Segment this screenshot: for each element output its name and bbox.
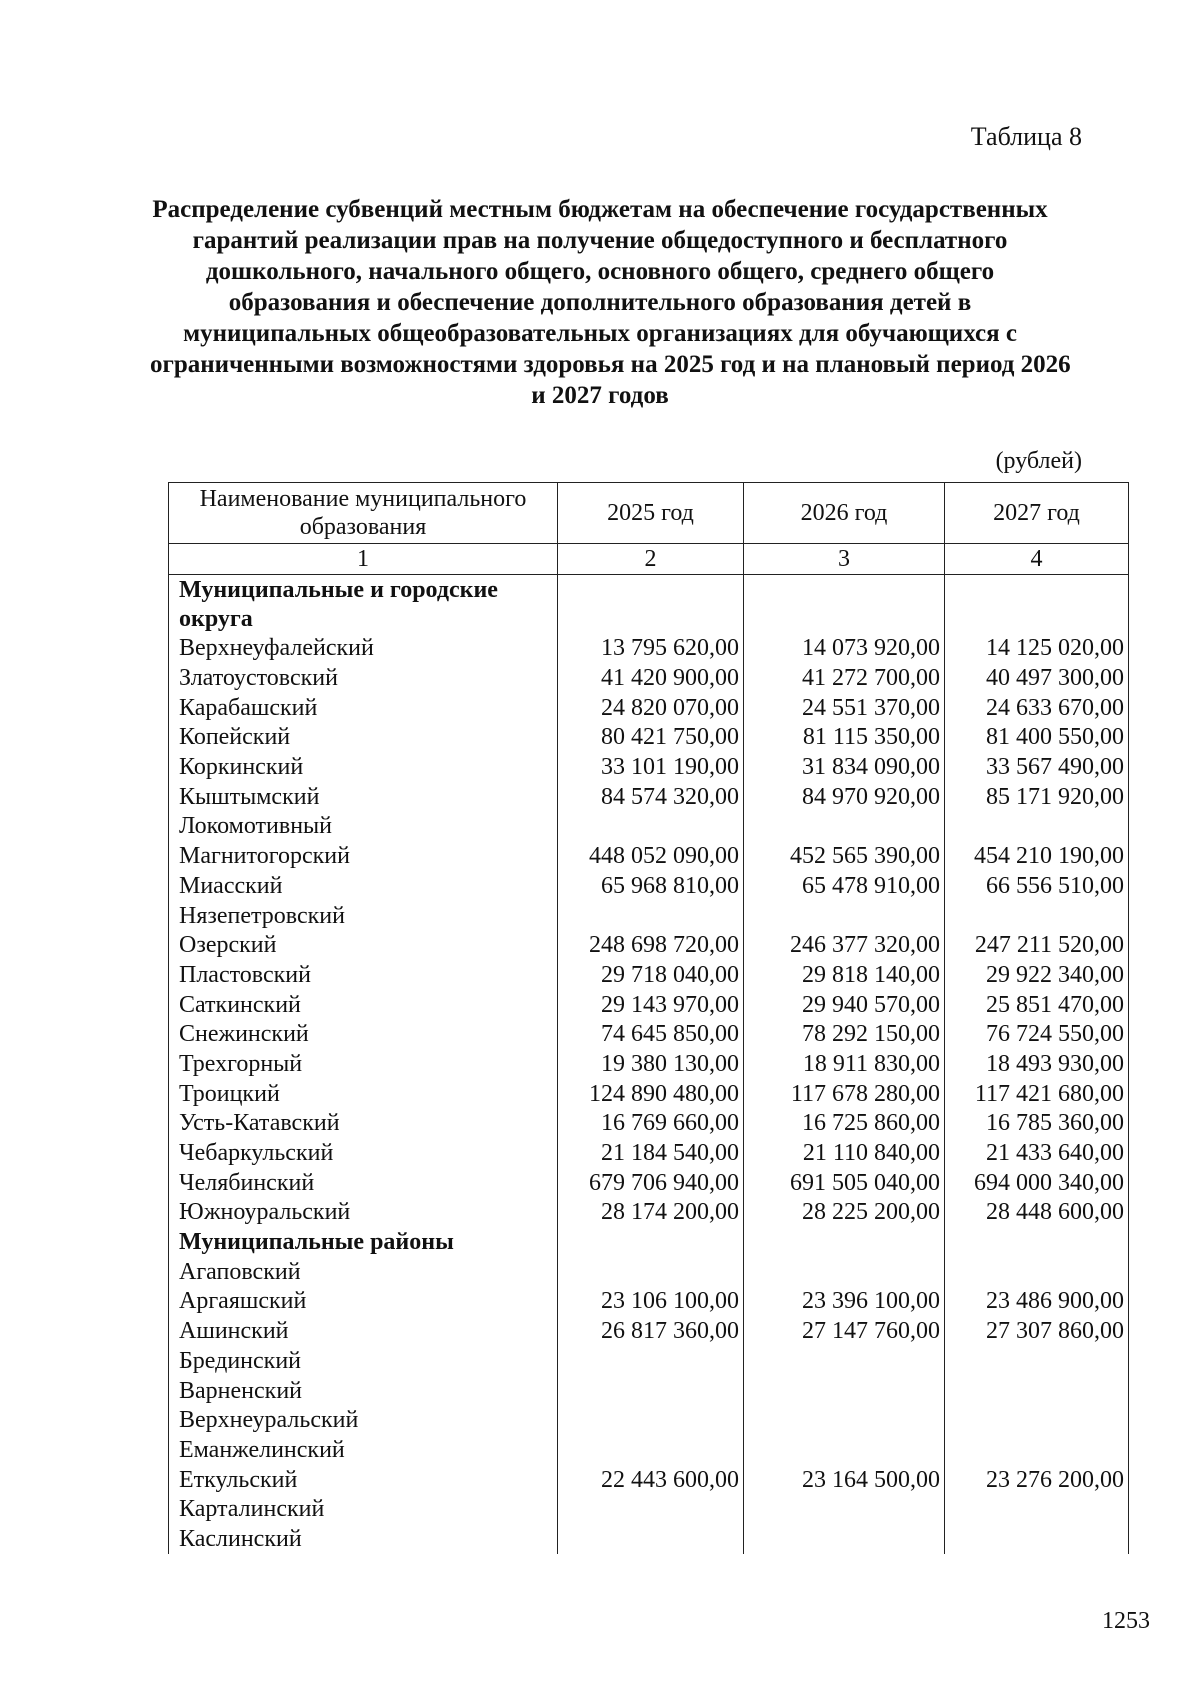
table-row <box>169 1317 1129 1347</box>
amount-2027: 14 125 020,00 <box>945 634 1129 664</box>
amount-2025: 28 174 200,00 <box>558 1198 744 1228</box>
amount-2027: 16 785 360,00 <box>945 1109 1129 1139</box>
amount-2026 <box>744 1406 945 1436</box>
table-row <box>169 693 1129 723</box>
section-row <box>169 575 1129 635</box>
empty-cell <box>744 1228 945 1258</box>
table-row <box>169 1079 1129 1109</box>
amount-2027: 81 400 550,00 <box>945 723 1129 753</box>
table-row <box>169 812 1129 842</box>
amount-2025: 41 420 900,00 <box>558 664 744 694</box>
section-title: Муниципальные и городские округа <box>169 575 558 635</box>
amount-2027: 25 851 470,00 <box>945 990 1129 1020</box>
municipality-name: Брединский <box>169 1347 558 1377</box>
amount-2027: 85 171 920,00 <box>945 782 1129 812</box>
amount-2025: 22 443 600,00 <box>558 1465 744 1495</box>
amount-2025: 80 421 750,00 <box>558 723 744 753</box>
amount-2027 <box>945 1525 1129 1555</box>
municipality-name: Верхнеуфалейский <box>169 634 558 664</box>
amount-2025: 19 380 130,00 <box>558 1050 744 1080</box>
amount-2025 <box>558 1347 744 1377</box>
amount-2026 <box>744 1376 945 1406</box>
amount-2026: 28 225 200,00 <box>744 1198 945 1228</box>
amount-2025: 29 143 970,00 <box>558 990 744 1020</box>
amount-2025: 29 718 040,00 <box>558 961 744 991</box>
table-row <box>169 1257 1129 1287</box>
amount-2027 <box>945 1257 1129 1287</box>
municipality-name: Снежинский <box>169 1020 558 1050</box>
municipality-name: Златоустовский <box>169 664 558 694</box>
amount-2027 <box>945 812 1129 842</box>
table-body <box>169 575 1129 1555</box>
table-row <box>169 931 1129 961</box>
title-line: муниципальных общеобразовательных организациях для обучающихся с <box>183 320 1017 347</box>
municipality-name: Агаповский <box>169 1257 558 1287</box>
amount-2027: 23 486 900,00 <box>945 1287 1129 1317</box>
amount-2027: 76 724 550,00 <box>945 1020 1129 1050</box>
amount-2026: 16 725 860,00 <box>744 1109 945 1139</box>
amount-2026: 29 818 140,00 <box>744 961 945 991</box>
amount-2026: 65 478 910,00 <box>744 872 945 902</box>
amount-2025 <box>558 901 744 931</box>
title-line: Распределение субвенций местным бюджетам на обеспечение государственных <box>152 196 1048 223</box>
amount-2025: 16 769 660,00 <box>558 1109 744 1139</box>
table-row <box>169 634 1129 664</box>
amount-2027: 117 421 680,00 <box>945 1079 1129 1109</box>
amount-2027: 29 922 340,00 <box>945 961 1129 991</box>
column-number: 2 <box>558 544 744 575</box>
header-row <box>169 483 1129 544</box>
municipality-name: Еткульский <box>169 1465 558 1495</box>
municipality-name: Коркинский <box>169 753 558 783</box>
amount-2025: 124 890 480,00 <box>558 1079 744 1109</box>
amount-2025: 84 574 320,00 <box>558 782 744 812</box>
amount-2025: 21 184 540,00 <box>558 1139 744 1169</box>
empty-cell <box>558 1228 744 1258</box>
amount-2026: 27 147 760,00 <box>744 1317 945 1347</box>
table-row <box>169 1465 1129 1495</box>
amount-2026: 246 377 320,00 <box>744 931 945 961</box>
table-row <box>169 1198 1129 1228</box>
municipality-name: Локомотивный <box>169 812 558 842</box>
table-row <box>169 1376 1129 1406</box>
amount-2027: 21 433 640,00 <box>945 1139 1129 1169</box>
amount-2025: 248 698 720,00 <box>558 931 744 961</box>
amount-2026: 24 551 370,00 <box>744 693 945 723</box>
column-number: 3 <box>744 544 945 575</box>
table-row <box>169 961 1129 991</box>
municipality-name: Карталинский <box>169 1495 558 1525</box>
amount-2025 <box>558 1525 744 1555</box>
amount-2026: 691 505 040,00 <box>744 1168 945 1198</box>
amount-2025 <box>558 1436 744 1466</box>
table-row <box>169 872 1129 902</box>
amount-2025 <box>558 1376 744 1406</box>
amount-2025 <box>558 1257 744 1287</box>
table-row <box>169 1406 1129 1436</box>
column-number-row <box>169 544 1129 575</box>
table-row <box>169 782 1129 812</box>
column-header-2026: 2026 год <box>744 483 945 544</box>
amount-2026 <box>744 1495 945 1525</box>
amount-2027: 33 567 490,00 <box>945 753 1129 783</box>
table-row <box>169 1525 1129 1555</box>
units-label: (рублей) <box>995 448 1082 474</box>
amount-2027 <box>945 1436 1129 1466</box>
table-row <box>169 1139 1129 1169</box>
title-line: дошкольного, начального общего, основного общего, среднего общего <box>205 258 995 285</box>
amount-2026 <box>744 901 945 931</box>
municipality-name: Каслинский <box>169 1525 558 1555</box>
amount-2026: 21 110 840,00 <box>744 1139 945 1169</box>
amount-2027: 18 493 930,00 <box>945 1050 1129 1080</box>
title-line: образования и обеспечение дополнительного образования детей в <box>228 289 972 316</box>
table-row <box>169 723 1129 753</box>
table-row <box>169 990 1129 1020</box>
amount-2025: 448 052 090,00 <box>558 842 744 872</box>
table-row <box>169 753 1129 783</box>
amount-2026: 18 911 830,00 <box>744 1050 945 1080</box>
amount-2025: 13 795 620,00 <box>558 634 744 664</box>
municipality-name: Кыштымский <box>169 782 558 812</box>
amount-2026 <box>744 1347 945 1377</box>
amount-2027: 24 633 670,00 <box>945 693 1129 723</box>
municipality-name: Магнитогорский <box>169 842 558 872</box>
amount-2027: 28 448 600,00 <box>945 1198 1129 1228</box>
municipality-name: Аргаяшский <box>169 1287 558 1317</box>
empty-cell <box>945 575 1129 635</box>
municipality-name: Озерский <box>169 931 558 961</box>
amount-2027: 694 000 340,00 <box>945 1168 1129 1198</box>
amount-2025: 33 101 190,00 <box>558 753 744 783</box>
amount-2027: 247 211 520,00 <box>945 931 1129 961</box>
empty-cell <box>558 575 744 635</box>
amount-2025 <box>558 1495 744 1525</box>
amount-2025 <box>558 812 744 842</box>
municipality-name: Нязепетровский <box>169 901 558 931</box>
municipality-name: Копейский <box>169 723 558 753</box>
table-row <box>169 1109 1129 1139</box>
amount-2026: 41 272 700,00 <box>744 664 945 694</box>
amount-2027: 454 210 190,00 <box>945 842 1129 872</box>
table-row <box>169 1436 1129 1466</box>
municipality-name: Еманжелинский <box>169 1436 558 1466</box>
amount-2027: 66 556 510,00 <box>945 872 1129 902</box>
amount-2025: 74 645 850,00 <box>558 1020 744 1050</box>
table-row <box>169 842 1129 872</box>
empty-cell <box>945 1228 1129 1258</box>
amount-2027: 27 307 860,00 <box>945 1317 1129 1347</box>
amount-2026: 81 115 350,00 <box>744 723 945 753</box>
amount-2025 <box>558 1406 744 1436</box>
amount-2026: 29 940 570,00 <box>744 990 945 1020</box>
municipality-name: Троицкий <box>169 1079 558 1109</box>
amount-2025: 24 820 070,00 <box>558 693 744 723</box>
table-label: Таблица 8 <box>970 122 1082 151</box>
table-row <box>169 1347 1129 1377</box>
municipality-name: Чебаркульский <box>169 1139 558 1169</box>
table-row <box>169 664 1129 694</box>
amount-2026 <box>744 1525 945 1555</box>
amount-2027: 40 497 300,00 <box>945 664 1129 694</box>
amount-2026: 31 834 090,00 <box>744 753 945 783</box>
amount-2027 <box>945 1347 1129 1377</box>
amount-2025: 26 817 360,00 <box>558 1317 744 1347</box>
municipality-name: Саткинский <box>169 990 558 1020</box>
municipality-name: Верхнеуральский <box>169 1406 558 1436</box>
subvention-table <box>168 482 1129 1554</box>
amount-2025: 65 968 810,00 <box>558 872 744 902</box>
column-header-2027: 2027 год <box>945 483 1129 544</box>
table-row <box>169 1495 1129 1525</box>
municipality-name: Пластовский <box>169 961 558 991</box>
column-header-2025: 2025 год <box>558 483 744 544</box>
column-header-name: Наименование муниципального образования <box>169 483 558 544</box>
table-row <box>169 1020 1129 1050</box>
amount-2026: 14 073 920,00 <box>744 634 945 664</box>
amount-2025: 679 706 940,00 <box>558 1168 744 1198</box>
amount-2026: 84 970 920,00 <box>744 782 945 812</box>
section-title: Муниципальные районы <box>169 1228 558 1258</box>
empty-cell <box>744 575 945 635</box>
amount-2026: 23 164 500,00 <box>744 1465 945 1495</box>
amount-2027: 23 276 200,00 <box>945 1465 1129 1495</box>
amount-2027 <box>945 901 1129 931</box>
amount-2025: 23 106 100,00 <box>558 1287 744 1317</box>
amount-2026 <box>744 1257 945 1287</box>
document-title <box>150 194 1071 411</box>
table-row <box>169 1287 1129 1317</box>
municipality-name: Варненский <box>169 1376 558 1406</box>
municipality-name: Миасский <box>169 872 558 902</box>
title-line: гарантий реализации прав на получение общедоступного и бесплатного <box>192 227 1008 254</box>
municipality-name: Ашинский <box>169 1317 558 1347</box>
municipality-name: Карабашский <box>169 693 558 723</box>
page-number: 1253 <box>1102 1608 1150 1634</box>
section-row <box>169 1228 1129 1258</box>
amount-2027 <box>945 1376 1129 1406</box>
amount-2027 <box>945 1495 1129 1525</box>
municipality-name: Трехгорный <box>169 1050 558 1080</box>
amount-2026: 117 678 280,00 <box>744 1079 945 1109</box>
amount-2026 <box>744 812 945 842</box>
amount-2026: 23 396 100,00 <box>744 1287 945 1317</box>
municipality-name: Усть-Катавский <box>169 1109 558 1139</box>
title-line: и 2027 годов <box>531 382 669 409</box>
amount-2026 <box>744 1436 945 1466</box>
table-row <box>169 1050 1129 1080</box>
table-row <box>169 1168 1129 1198</box>
amount-2026: 78 292 150,00 <box>744 1020 945 1050</box>
title-line: ограниченными возможностями здоровья на 2025 год и на плановый период 2026 <box>150 351 1071 378</box>
amount-2026: 452 565 390,00 <box>744 842 945 872</box>
amount-2027 <box>945 1406 1129 1436</box>
table-row <box>169 901 1129 931</box>
municipality-name: Челябинский <box>169 1168 558 1198</box>
column-number: 1 <box>169 544 558 575</box>
column-number: 4 <box>945 544 1129 575</box>
municipality-name: Южноуральский <box>169 1198 558 1228</box>
